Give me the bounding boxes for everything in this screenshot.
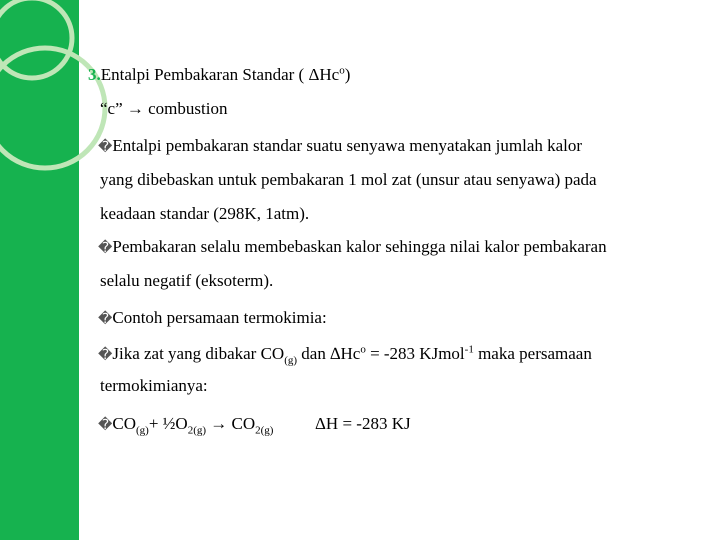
heading-sup: o [339, 64, 345, 77]
paragraph-1-line-2: yang dibebaskan untuk pembakaran 1 mol zat (unsur atau senyawa) pada [100, 170, 597, 189]
p4-a: Jika zat yang dibakar CO [112, 344, 285, 363]
equation-line [98, 414, 273, 435]
eq-o2-sub: 2(g) [187, 424, 207, 437]
p3-text: Contoh persamaan termokimia: [112, 308, 327, 327]
heading-text: Entalpi Pembakaran Standar ( ΔHc [100, 65, 340, 84]
paragraph-3 [98, 308, 327, 329]
p4-b: dan [297, 344, 331, 363]
bullet-icon: � [98, 347, 113, 363]
eq-plus: + ½O [148, 414, 188, 433]
p4-c: Hc [340, 344, 361, 363]
heading-number: 3. [88, 65, 101, 84]
bullet-icon: � [98, 311, 113, 327]
paragraph-1-line-3: keadaan standar (298K, 1atm). [100, 204, 310, 223]
p1-l1: Entalpi pembakaran standar suatu senyawa menyatakan jumlah kalor [112, 136, 583, 155]
heading-close: ) [344, 65, 351, 84]
p4-d: = -283 KJmol [365, 344, 465, 363]
subheading: “c” → combustion [100, 99, 228, 118]
p4-a-sub: (g) [284, 354, 298, 367]
p4-d-sup: -1 [464, 343, 474, 356]
paragraph-4-line-2: termokimianya: [100, 376, 208, 395]
delta-h-value: ΔH = -283 KJ [315, 414, 411, 433]
eq-arrow: → CO [206, 414, 256, 433]
eq-co2-sub: 2(g) [255, 424, 274, 437]
eq-co-sub: (g) [135, 424, 149, 437]
bullet-icon: � [98, 240, 113, 256]
triangle-icon: ∆ [330, 344, 341, 363]
eq-co: CO [112, 414, 136, 433]
heading [88, 65, 350, 85]
p2-l1: Pembakaran selalu membebaskan kalor sehingga nilai kalor pembakaran [112, 237, 607, 256]
paragraph-4-line-1 [98, 344, 592, 365]
paragraph-2-line-1 [98, 237, 607, 258]
p4-c-sup: o [360, 343, 366, 356]
paragraph-2-line-2: selalu negatif (eksoterm). [100, 271, 274, 290]
p4-e: maka persamaan [473, 344, 592, 363]
bullet-icon: � [98, 139, 113, 155]
paragraph-1-line-1 [98, 136, 582, 157]
bullet-icon: � [98, 417, 113, 433]
